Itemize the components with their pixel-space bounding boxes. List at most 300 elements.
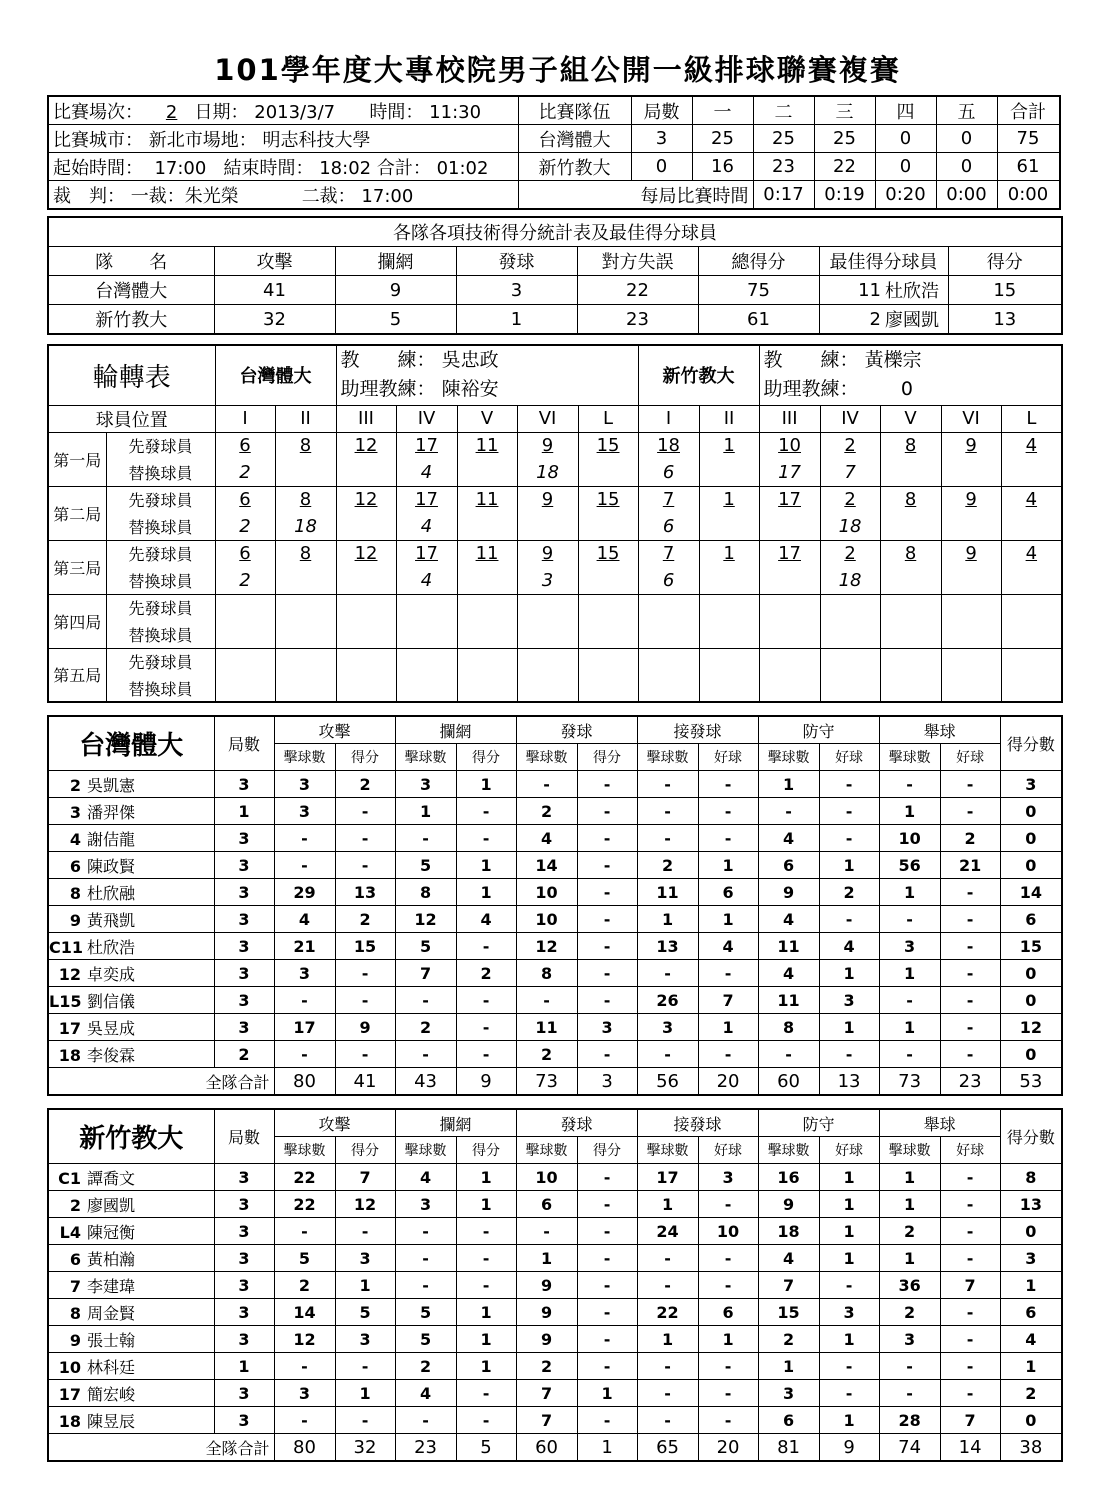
stat-cell: 0: [1000, 960, 1062, 987]
group-header: 攔網: [395, 716, 516, 744]
starting-player: 8: [880, 432, 941, 459]
starting-player: 6: [215, 432, 275, 459]
stat-cell: 3: [214, 852, 274, 879]
substitute-player: [517, 621, 578, 648]
stat-cell: 3: [1000, 1245, 1062, 1272]
stat-cell: 10: [698, 1218, 758, 1245]
starting-player: [396, 648, 457, 675]
stat-cell: 3: [274, 1380, 335, 1407]
stat-cell: 3: [214, 1272, 274, 1299]
stat-cell: -: [758, 798, 819, 825]
stat-cell: -: [879, 771, 940, 798]
stat-cell: 5: [395, 1299, 456, 1326]
stat-cell: -: [637, 960, 698, 987]
player-name: 卓奕成: [87, 964, 136, 984]
stat-cell: 0: [1000, 825, 1062, 852]
stat-cell: -: [335, 1353, 395, 1380]
stat-cell: 13: [335, 879, 395, 906]
substitute-player: [880, 567, 941, 594]
starting-player: [759, 648, 820, 675]
starting-player: [517, 648, 578, 675]
substitute-player: [457, 513, 517, 540]
player-row: [48, 1380, 1062, 1407]
stat-cell: 3: [214, 1299, 274, 1326]
player-number: L4: [59, 1222, 81, 1242]
stat-cell: -: [940, 1191, 1000, 1218]
player-row: [48, 771, 1062, 798]
stat-cell: 3: [395, 771, 456, 798]
stat-cell: -: [577, 1326, 637, 1353]
sub-header: 擊球數: [879, 1137, 940, 1164]
substitute-player: 18: [275, 513, 336, 540]
stat-cell: 11: [516, 1014, 577, 1041]
stat-cell: 0: [1000, 798, 1062, 825]
total-cell: 20: [698, 1068, 758, 1096]
stat-cell: 7: [335, 1164, 395, 1191]
player-name-cell: [48, 906, 214, 933]
total-cell: 9: [456, 1068, 516, 1096]
stat-cell: 3: [395, 1191, 456, 1218]
stat-cell: -: [637, 825, 698, 852]
player-name-cell: [48, 1326, 214, 1353]
substitute-player: [457, 459, 517, 486]
player-number: 9: [69, 910, 81, 930]
sub-header: 擊球數: [758, 744, 819, 771]
stat-cell: -: [335, 852, 395, 879]
total-cell: 3: [577, 1068, 637, 1096]
stat-cell: 6: [516, 1191, 577, 1218]
stat-cell: -: [395, 1218, 456, 1245]
stat-cell: 3: [335, 1245, 395, 1272]
stat-cell: 1: [879, 798, 940, 825]
substitute-player: [941, 513, 1001, 540]
sub-header: 擊球數: [274, 1137, 335, 1164]
stat-cell: -: [698, 1272, 758, 1299]
stat-cell: 10: [879, 825, 940, 852]
player-number: 4: [69, 829, 81, 849]
stat-cell: 5: [274, 1245, 335, 1272]
start-label: 先發球員: [106, 486, 215, 513]
player-row: [48, 879, 1062, 906]
player-number: 2: [69, 775, 81, 795]
total-cell: 38: [1000, 1434, 1062, 1462]
stat-cell: 3: [698, 1164, 758, 1191]
sub-header: 好球: [940, 1137, 1000, 1164]
sub-header: 得分: [577, 1137, 637, 1164]
stat-cell: 2: [758, 1326, 819, 1353]
total-cell: 80: [274, 1434, 335, 1462]
starting-player: [336, 594, 396, 621]
stat-cell: 7: [395, 960, 456, 987]
total-cell: 74: [879, 1434, 940, 1462]
stat-cell: 2: [335, 771, 395, 798]
match-info-table: 比賽場次： 2 日期： 2013/3/7 時間： 11:30 比賽隊伍 局數 一 二 三 四 五 合計 比賽城市： 新北市場地： 明志科技大學 台灣體大 3 25 25 25 0 0 75 起始時間： 17:00 結束時間： 18:02 合計： 01:02 新竹教大 0 16 23 22 0 0 61 裁 判： 一裁：朱光榮 二裁： 17:00 每局比賽時間 0:17 0:19 0:20 0:00 0:00: [47, 95, 1061, 210]
player-number: L15: [49, 991, 82, 1011]
total-cell: 60: [516, 1434, 577, 1462]
rotation-start-row: [48, 594, 1062, 621]
stat-cell: 29: [274, 879, 335, 906]
stat-cell: -: [335, 1218, 395, 1245]
stat-cell: 17: [274, 1014, 335, 1041]
substitute-player: [275, 459, 336, 486]
stat-cell: 1: [335, 1380, 395, 1407]
starting-player: [699, 648, 759, 675]
stat-cell: 1: [879, 1245, 940, 1272]
stat-cell: -: [577, 1407, 637, 1434]
starting-player: 9: [941, 486, 1001, 513]
tech-stats-table: 各隊各項技術得分統計表及最佳得分球員 隊 名 攻擊 攔網 發球 對方失誤 總得分 最佳得分球員 得分 台灣體大 41 9 3 22 75 11 杜欣浩 15 新竹教大 32 5 1 23 61 2 廖國凱 13: [47, 216, 1063, 335]
player-name: 李俊霖: [87, 1045, 136, 1065]
stat-cell: -: [577, 771, 637, 798]
stat-cell: -: [335, 798, 395, 825]
substitute-player: [941, 567, 1001, 594]
starting-player: [578, 594, 638, 621]
starting-player: [820, 648, 880, 675]
starting-player: 4: [1001, 540, 1062, 567]
substitute-player: [880, 621, 941, 648]
player-row: [48, 1326, 1062, 1353]
stat-cell: 1: [819, 1326, 879, 1353]
player-name: 黃柏瀚: [87, 1249, 136, 1269]
player-name: 吳凱憲: [87, 775, 136, 795]
stat-cell: -: [819, 1380, 879, 1407]
starting-player: 17: [396, 540, 457, 567]
total-label: 全隊合計: [48, 1434, 274, 1462]
teamA-coaches: 教 練： 吳忠政 助理教練： 陳裕安: [336, 345, 638, 405]
stat-cell: -: [395, 825, 456, 852]
stat-cell: -: [940, 1353, 1000, 1380]
stat-cell: -: [879, 1380, 940, 1407]
total-cell: 65: [637, 1434, 698, 1462]
rotation-start-row: [48, 540, 1062, 567]
stat-cell: 5: [395, 1326, 456, 1353]
group-header: 防守: [758, 1109, 879, 1137]
substitute-player: [1001, 675, 1062, 702]
stat-cell: -: [879, 1041, 940, 1068]
stat-cell: -: [637, 1041, 698, 1068]
stat-cell: -: [516, 1218, 577, 1245]
stat-cell: 3: [335, 1326, 395, 1353]
stat-cell: 26: [637, 987, 698, 1014]
sub-header: 好球: [698, 744, 758, 771]
starting-player: 8: [880, 486, 941, 513]
player-number: 12: [58, 964, 81, 984]
starting-player: 9: [517, 432, 578, 459]
sub-label: 替換球員: [106, 675, 215, 702]
stat-cell: 12: [335, 1191, 395, 1218]
group-header: 接發球: [637, 1109, 758, 1137]
player-name-cell: [48, 1353, 214, 1380]
stat-cell: 14: [1000, 879, 1062, 906]
starting-player: [578, 648, 638, 675]
player-name: 林科廷: [87, 1357, 136, 1377]
sub-header: 擊球數: [516, 1137, 577, 1164]
stat-cell: -: [274, 1353, 335, 1380]
stat-cell: 8: [1000, 1164, 1062, 1191]
stat-cell: -: [698, 1191, 758, 1218]
stat-cell: 1: [1000, 1353, 1062, 1380]
stat-cell: 10: [516, 1164, 577, 1191]
stat-cell: 2: [516, 1353, 577, 1380]
stat-cell: -: [879, 906, 940, 933]
player-row: [48, 1191, 1062, 1218]
starting-player: [699, 594, 759, 621]
stat-cell: 1: [395, 798, 456, 825]
page-title: 101學年度大專校院男子組公開一級排球聯賽複賽: [214, 53, 901, 87]
player-name: 杜欣浩: [87, 937, 136, 957]
starting-player: [275, 594, 336, 621]
total-label: 全隊合計: [48, 1068, 274, 1096]
stat-cell: 9: [758, 1191, 819, 1218]
substitute-player: [941, 621, 1001, 648]
stat-cell: -: [516, 771, 577, 798]
stat-cell: 2: [1000, 1380, 1062, 1407]
rotation-title: 輪轉表: [48, 345, 215, 405]
substitute-player: [336, 621, 396, 648]
player-row: [48, 987, 1062, 1014]
starting-player: 9: [941, 432, 1001, 459]
starting-player: [880, 648, 941, 675]
stat-cell: -: [819, 906, 879, 933]
sub-header: 好球: [819, 744, 879, 771]
stat-cell: 1: [637, 1191, 698, 1218]
group-header: 接發球: [637, 716, 758, 744]
starting-player: [517, 594, 578, 621]
stat-cell: 3: [214, 1014, 274, 1041]
stat-cell: 18: [758, 1218, 819, 1245]
stat-cell: -: [758, 1041, 819, 1068]
stat-cell: 3: [577, 1014, 637, 1041]
starting-player: 17: [759, 486, 820, 513]
starting-player: [457, 648, 517, 675]
stat-cell: -: [698, 1041, 758, 1068]
total-row: [48, 1068, 1062, 1096]
sub-header: 擊球數: [395, 744, 456, 771]
stat-cell: 22: [637, 1299, 698, 1326]
starting-player: 8: [275, 432, 336, 459]
stat-cell: -: [335, 987, 395, 1014]
stat-cell: 11: [637, 879, 698, 906]
player-name-cell: [48, 771, 214, 798]
position-header: I: [215, 405, 275, 432]
stat-cell: -: [698, 1353, 758, 1380]
substitute-player: 2: [215, 459, 275, 486]
starting-player: [941, 594, 1001, 621]
substitute-player: [941, 675, 1001, 702]
tech-row: 新竹教大 32 5 1 23 61 2 廖國凱 13: [48, 305, 1062, 335]
substitute-player: [517, 675, 578, 702]
stat-cell: 1: [214, 1353, 274, 1380]
stat-cell: -: [516, 987, 577, 1014]
stat-cell: 1: [819, 1191, 879, 1218]
sub-header: 好球: [698, 1137, 758, 1164]
substitute-player: [578, 621, 638, 648]
substitute-player: 7: [820, 459, 880, 486]
player-row: [48, 960, 1062, 987]
starting-player: 8: [880, 540, 941, 567]
stat-cell: 1: [879, 1164, 940, 1191]
rotation-table: 輪轉表 台灣體大 教 練： 吳忠政 助理教練： 陳裕安 新竹教大 教 練： 黃櫟宗 助理教練： 0 球員位置 I II III IV V VI L I II III IV V VI L 第一局 先發球員 6 8 12 17 11 9 15 18 1 10 2 8 9 4 替換球員 2 4 18 6 17 7 第二局 先發球員 6 8 12 17 11 9 15 7 1 17 2 8 9 4 替換球員 2 18 4 6 18 第三局 先發球員 6 8 12 17 11 9 15 7 1 17 2 8 9 4 替換球員 2 4 3 6 18 第四局 先發球員 替換球員 第五局 先發球員 替換球員: [47, 344, 1063, 703]
starting-player: 4: [1001, 486, 1062, 513]
stat-cell: -: [940, 1326, 1000, 1353]
player-name-cell: [48, 798, 214, 825]
stat-cell: 2: [335, 906, 395, 933]
stat-cell: -: [274, 1407, 335, 1434]
substitute-player: [759, 621, 820, 648]
stat-cell: -: [577, 1272, 637, 1299]
stat-cell: 6: [1000, 1299, 1062, 1326]
starting-player: 6: [215, 540, 275, 567]
teamA-name: 台灣體大: [215, 345, 336, 405]
stat-cell: -: [698, 960, 758, 987]
substitute-player: [759, 567, 820, 594]
stat-cell: 1: [456, 1326, 516, 1353]
stat-cell: 11: [758, 987, 819, 1014]
stat-cell: -: [456, 933, 516, 960]
stat-cell: 21: [274, 933, 335, 960]
player-name: 周金賢: [87, 1303, 136, 1323]
player-row: [48, 1164, 1062, 1191]
stat-cell: 1: [456, 1353, 516, 1380]
player-row: [48, 852, 1062, 879]
sub-label: 替換球員: [106, 459, 215, 486]
substitute-player: [699, 567, 759, 594]
stat-cell: 1: [819, 1218, 879, 1245]
stat-cell: 1: [879, 1014, 940, 1041]
stat-cell: -: [940, 771, 1000, 798]
player-name-cell: [48, 1218, 214, 1245]
sub-header: 擊球數: [637, 1137, 698, 1164]
stat-cell: -: [940, 1014, 1000, 1041]
player-name-cell: [48, 852, 214, 879]
stat-cell: 3: [214, 771, 274, 798]
stat-cell: 3: [879, 1326, 940, 1353]
substitute-player: [517, 513, 578, 540]
starting-player: 10: [759, 432, 820, 459]
rotation-sub-row: [48, 675, 1062, 702]
stat-cell: 2: [214, 1041, 274, 1068]
substitute-player: 17: [759, 459, 820, 486]
stat-cell: 11: [758, 933, 819, 960]
stat-cell: 16: [758, 1164, 819, 1191]
stat-cell: 1: [819, 1407, 879, 1434]
stat-cell: 3: [274, 798, 335, 825]
stat-cell: 3: [819, 987, 879, 1014]
stat-cell: 2: [395, 1014, 456, 1041]
stat-cell: -: [940, 1164, 1000, 1191]
position-header: V: [880, 405, 941, 432]
stat-cell: 3: [214, 1407, 274, 1434]
player-number: 2: [69, 1195, 81, 1215]
stat-cell: 2: [879, 1218, 940, 1245]
player-name: 陳政賢: [87, 856, 136, 876]
stat-cell: 1: [819, 1014, 879, 1041]
player-number: 7: [69, 1276, 81, 1296]
stat-cell: 1: [698, 906, 758, 933]
stat-cell: 1: [456, 1191, 516, 1218]
stat-cell: 3: [819, 1299, 879, 1326]
substitute-player: [699, 513, 759, 540]
sub-header: 得分: [335, 744, 395, 771]
stat-cell: 1: [698, 1014, 758, 1041]
stat-cell: 2: [516, 798, 577, 825]
substitute-player: [215, 621, 275, 648]
stat-cell: -: [698, 771, 758, 798]
player-row: [48, 1299, 1062, 1326]
player-row: [48, 1272, 1062, 1299]
player-name-cell: [48, 879, 214, 906]
stat-cell: 0: [1000, 852, 1062, 879]
player-row: [48, 825, 1062, 852]
stat-cell: -: [637, 1407, 698, 1434]
sets-header: 局數: [214, 1109, 274, 1164]
substitute-player: [820, 621, 880, 648]
referee-cell: 裁 判： 一裁：朱光榮 二裁： 17:00: [48, 181, 518, 210]
sub-header: 得分: [456, 744, 516, 771]
starting-player: 4: [1001, 432, 1062, 459]
player-name-cell: [48, 1164, 214, 1191]
starting-player: 8: [275, 486, 336, 513]
sub-label: 替換球員: [106, 513, 215, 540]
stat-cell: 1: [637, 906, 698, 933]
points-header: 得分數: [1000, 716, 1062, 771]
player-number: 17: [58, 1384, 81, 1404]
starting-player: 18: [638, 432, 699, 459]
stat-cell: 3: [879, 933, 940, 960]
player-name-cell: [48, 1299, 214, 1326]
starting-player: 1: [699, 540, 759, 567]
stat-cell: 1: [577, 1380, 637, 1407]
starting-player: 17: [759, 540, 820, 567]
substitute-player: 4: [396, 459, 457, 486]
substitute-player: [336, 567, 396, 594]
substitute-player: [396, 621, 457, 648]
stat-cell: 4: [758, 906, 819, 933]
starting-player: [215, 594, 275, 621]
stat-cell: 7: [940, 1272, 1000, 1299]
teamA-stats-table: [47, 715, 1063, 1096]
stat-cell: 1: [758, 771, 819, 798]
player-name-cell: [48, 1014, 214, 1041]
match-no-cell: 比賽場次： 2 日期： 2013/3/7 時間： 11:30: [48, 96, 518, 125]
stat-cell: 24: [637, 1218, 698, 1245]
stat-cell: 1: [819, 852, 879, 879]
total-cell: 81: [758, 1434, 819, 1462]
stat-cell: -: [637, 1245, 698, 1272]
stat-cell: 4: [758, 960, 819, 987]
substitute-player: 6: [638, 567, 699, 594]
stat-cell: -: [577, 1191, 637, 1218]
player-name-cell: [48, 1272, 214, 1299]
substitute-player: [336, 513, 396, 540]
stat-cell: 6: [698, 1299, 758, 1326]
substitute-player: [699, 621, 759, 648]
stat-cell: 2: [456, 960, 516, 987]
total-cell: 13: [819, 1068, 879, 1096]
stat-cell: -: [577, 1041, 637, 1068]
stat-cell: 3: [214, 1191, 274, 1218]
stat-cell: -: [698, 1245, 758, 1272]
stat-cell: 1: [819, 1245, 879, 1272]
player-number: 18: [58, 1045, 81, 1065]
stat-cell: 8: [758, 1014, 819, 1041]
match-no: 2: [165, 101, 178, 123]
stat-cell: -: [819, 771, 879, 798]
stat-cell: -: [940, 1299, 1000, 1326]
substitute-player: [880, 675, 941, 702]
total-cell: 60: [758, 1068, 819, 1096]
player-number: 8: [69, 883, 81, 903]
